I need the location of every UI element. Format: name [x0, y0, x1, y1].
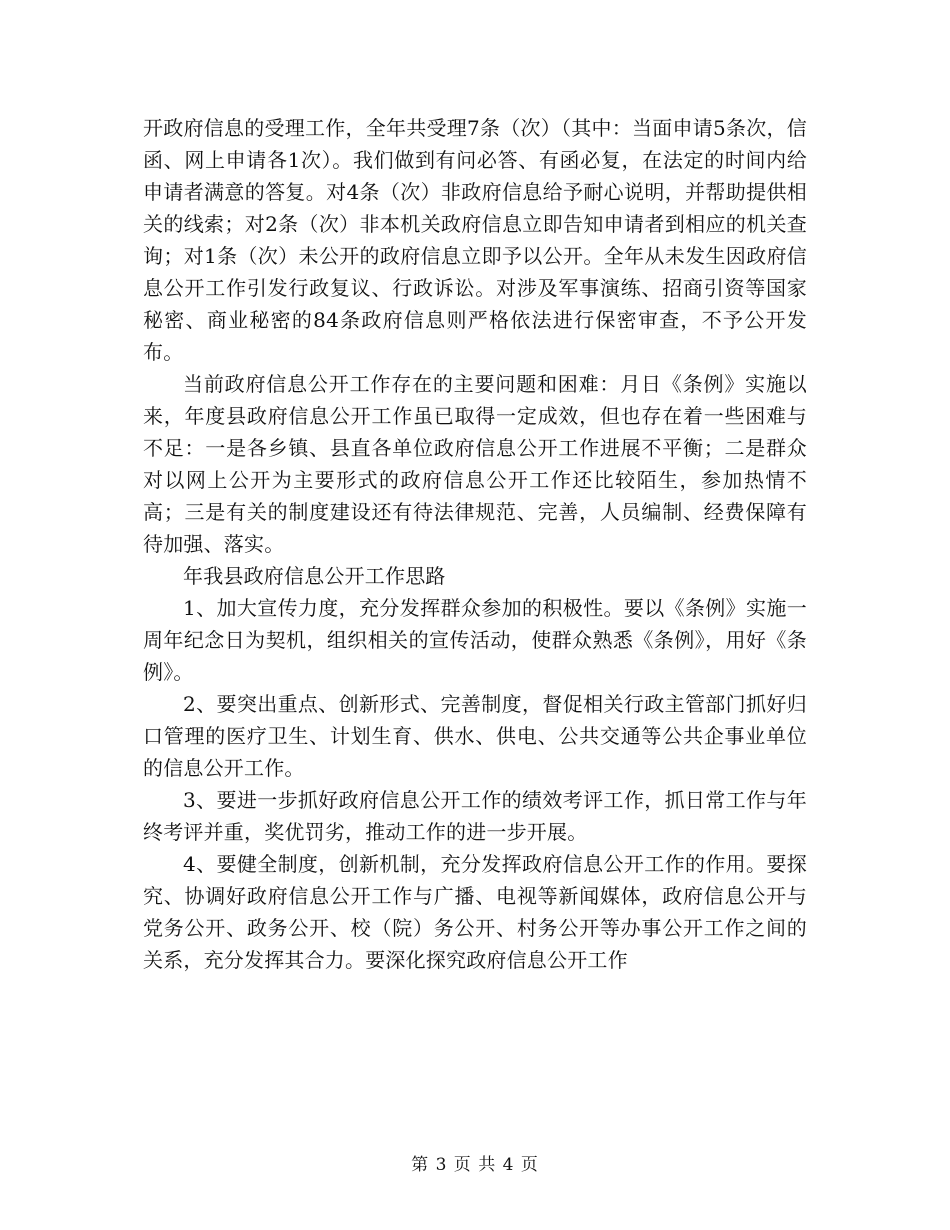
document-body [143, 112, 807, 976]
paragraph-item-2: 2、要突出重点、创新形式、完善制度，督促相关行政主管部门抓好归口管理的医疗卫生、计划生育、供水、供电、公共交通等公共企事业单位的信息公开工作。 [143, 692, 807, 780]
paragraph-item-1: 1、加大宣传力度，充分发挥群众参加的积极性。要以《条例》实施一周年纪念日为契机，组织相关的宣传活动，使群众熟悉《条例》，用好《条例》。 [143, 596, 807, 684]
section-heading: 年我县政府信息公开工作思路 [183, 564, 446, 588]
paragraph-item-3: 3、要进一步抓好政府信息公开工作的绩效考评工作，抓日常工作与年终考评并重，奖优罚劣，推动工作的进一步开展。 [143, 788, 807, 844]
paragraph-problems: 当前政府信息公开工作存在的主要问题和困难：月日《条例》实施以来，年度县政府信息公开工作虽已取得一定成效，但也存在着一些困难与不足：一是各乡镇、县直各单位政府信息公开工作进展不平衡；二是群众对以网上公开为主要形式的政府信息公开工作还比较陌生，参加热情不高；三是有关的制度建设还有待法律规范、完善，人员编制、经费保障有待加强、落实。 [143, 372, 807, 556]
paragraph-item-4: 4、要健全制度，创新机制，充分发挥政府信息公开工作的作用。要探究、协调好政府信息公开工作与广播、电视等新闻媒体，政府信息公开与党务公开、政务公开、校（院）务公开、村务公开等办事公开工作之间的关系，充分发挥其合力。要深化探究政府信息公开工作 [143, 852, 807, 972]
page-footer: 第 3 页 共 4 页 [411, 1155, 539, 1175]
paragraph-continuation: 开政府信息的受理工作，全年共受理7条（次）（其中：当面申请5条次，信函、网上申请各1次）。我们做到有问必答、有函必复，在法定的时间内给申请者满意的答复。对4条（次）非政府信息给予耐心说明，并帮助提供相关的线索；对2条（次）非本机关政府信息立即告知申请者到相应的机关查询；对1条（次）未公开的政府信息立即予以公开。全年从未发生因政府信息公开工作引发行政复议、行政诉讼。对涉及军事演练、招商引资等国家秘密、商业秘密的84条政府信息则严格依法进行保密审查，不予公开发布。 [143, 116, 807, 364]
